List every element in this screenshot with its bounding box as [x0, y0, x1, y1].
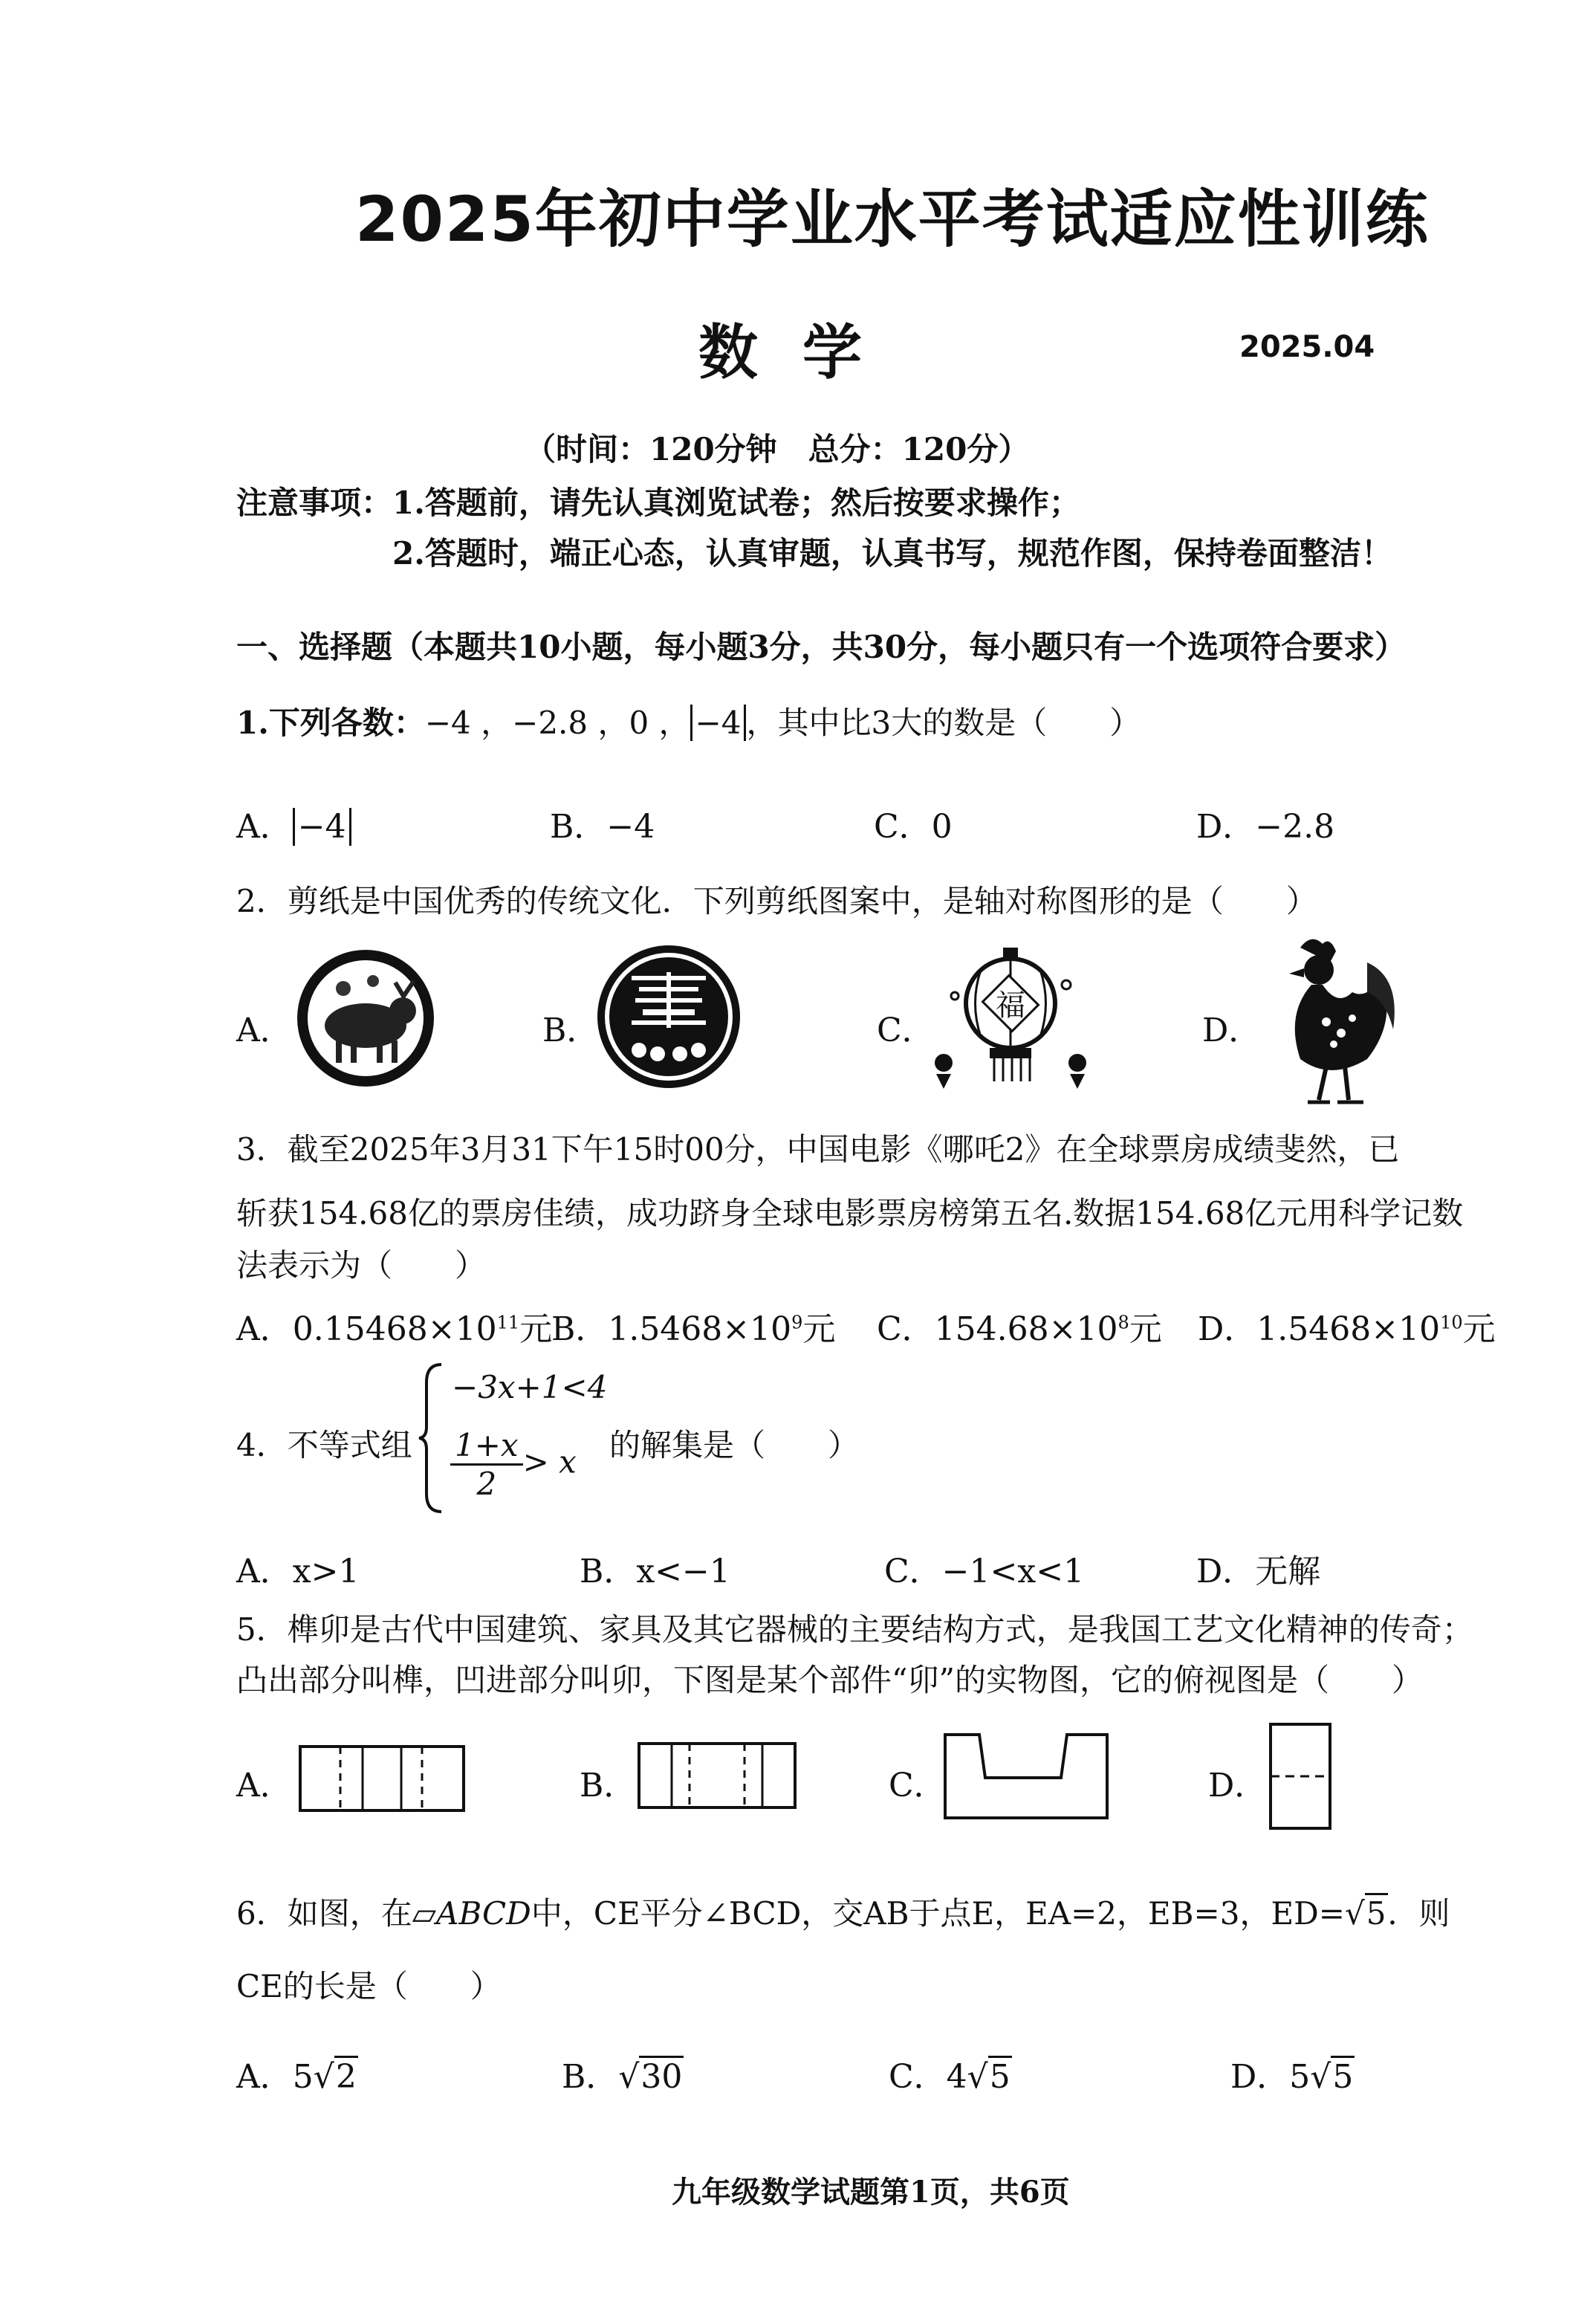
q1-option-b: B．−4 [550, 808, 655, 846]
q4-brace [416, 1360, 446, 1516]
q2-label-a: A． [236, 1012, 293, 1049]
q6-option-d-radicand: 5 [1331, 2056, 1355, 2096]
q3-option-a [236, 1302, 552, 1350]
q3-option-c [877, 1302, 1162, 1350]
q6-line-1-middle: 中，CE平分∠BCD，交AB于点E，EA=2，EB=3，ED= [531, 1895, 1345, 1932]
question-6-line-2: CE的长是（ ） [236, 1968, 502, 2004]
q3-option-b-unit: 元 [802, 1310, 836, 1348]
q3-option-b-exponent: 9 [791, 1312, 803, 1333]
papercut-rooster-image [1256, 933, 1404, 1111]
notice-item-2: 2.答题时，端正心态，认真审题，认真书写，规范作图，保持卷面整洁！ [392, 535, 1392, 572]
q4-suffix: 的解集是（ ） [609, 1427, 860, 1463]
q3-option-b-base: B．1.5468×10 [551, 1310, 792, 1348]
q1-option-c: C．0 [874, 808, 953, 846]
q6-option-a: A．5√2 [236, 2050, 358, 2097]
question-2-stem: 2．剪纸是中国优秀的传统文化．下列剪纸图案中，是轴对称图形的是（ ） [236, 883, 1317, 919]
q6-option-b-radicand: 30 [639, 2056, 684, 2096]
q5-option-c-figure [942, 1727, 1113, 1824]
q5-label-a: A． [236, 1767, 293, 1805]
question-5-line-2: 凸出部分叫榫，凹进部分叫卯，下图是某个部件“卯”的实物图，它的俯视图是（ ） [236, 1662, 1423, 1698]
q3-option-c-exponent: 8 [1117, 1312, 1129, 1333]
q2-label-c: C． [877, 1012, 935, 1049]
question-6-line-1: 6．如图，在▱ABCD中，CE平分∠BCD，交AB于点E，EA=2，EB=3，ED=√5．则 [236, 1889, 1450, 1934]
q5-label-d: D． [1208, 1767, 1268, 1805]
q6-ed-radicand: 5 [1365, 1893, 1388, 1932]
q1-option-a-label: A． [236, 808, 293, 846]
question-3-line-3: 法表示为（ ） [236, 1247, 487, 1284]
notice-item-1: 1.答题前，请先认真浏览试卷；然后按要求操作； [392, 485, 1080, 521]
q4-option-d: D．无解 [1196, 1553, 1321, 1590]
subject-title: 数学 [698, 318, 906, 387]
q6-parallelogram: ▱ABCD [412, 1895, 531, 1932]
q5-option-a-figure [297, 1744, 468, 1818]
section-heading: 一、选择题（本题共10小题，每小题3分，共30分，每小题只有一个选项符合要求） [236, 629, 1407, 665]
q3-option-c-unit: 元 [1129, 1310, 1162, 1348]
q3-option-d-base: D．1.5468×10 [1198, 1310, 1441, 1348]
question-5-line-1: 5．榫卯是古代中国建筑、家具及其它器械的主要结构方式，是我国工艺文化精神的传奇； [236, 1611, 1473, 1648]
q1-option-a [236, 800, 351, 847]
q4-fraction [450, 1427, 523, 1502]
q3-option-b [551, 1302, 835, 1350]
q4-fraction-numerator: 1+x [450, 1427, 523, 1466]
q5-option-b-figure [636, 1741, 799, 1815]
q4-fraction-denominator: 2 [476, 1466, 497, 1502]
q1-option-d: D．−2.8 [1196, 808, 1335, 846]
question-3-line-1: 3．截至2025年3月31下午15时00分，中国电影《哪吒2》在全球票房成绩斐然，已 [236, 1131, 1400, 1168]
q6-option-a-coeff: A．5 [236, 2058, 314, 2096]
q3-option-d-unit: 元 [1462, 1310, 1496, 1348]
exam-date: 2025.04 [1239, 330, 1375, 364]
exam-title: 2025年初中学业水平考试适应性训练 [355, 183, 1430, 256]
question-1-stem [236, 699, 1141, 743]
q4-inequality-2 [450, 1427, 577, 1502]
q5-option-d-figure [1268, 1721, 1334, 1833]
q6-option-d-coeff: D．5 [1230, 2058, 1311, 2096]
q3-option-c-base: C．154.68×10 [877, 1310, 1118, 1348]
q1-abs-value: −4 [690, 705, 747, 741]
page-footer: 九年级数学试题第1页，共6页 [672, 2175, 1070, 2210]
q6-option-c: C．4√5 [889, 2050, 1012, 2097]
q3-option-a-exponent: 11 [496, 1312, 520, 1333]
q6-line-1-end: ．则 [1387, 1895, 1450, 1932]
papercut-lantern-image [929, 944, 1092, 1093]
q3-option-d-exponent: 10 [1440, 1312, 1463, 1333]
q5-label-b: B． [580, 1767, 637, 1805]
papercut-double-happiness-image [594, 942, 743, 1091]
q5-label-c: C． [889, 1767, 947, 1805]
papercut-ox-image [291, 944, 440, 1093]
q1-prefix: 1.下列各数： [236, 705, 425, 741]
q2-label-d: D． [1202, 1012, 1262, 1049]
q1-option-a-value: −4 [293, 808, 351, 846]
q3-option-a-unit: 元 [519, 1310, 553, 1348]
notice-label: 注意事项： [236, 485, 393, 521]
q6-option-c-coeff: C．4 [889, 2058, 967, 2096]
q4-inequality-1-text: −3x+1<4 [452, 1369, 608, 1405]
q6-line-1-start: 6．如图，在 [236, 1895, 412, 1932]
q4-inequality-1 [452, 1369, 607, 1405]
q3-option-a-base: A．0.15468×10 [236, 1310, 497, 1348]
q4-option-a: A．x>1 [236, 1553, 360, 1590]
q6-option-c-radicand: 5 [988, 2056, 1012, 2096]
q6-option-a-radicand: 2 [334, 2056, 358, 2096]
q4-prefix: 4．不等式组 [236, 1427, 412, 1463]
q1-numbers: −4 ，−2.8 ，0 ， [424, 705, 690, 741]
q4-option-c: C．−1<x<1 [884, 1553, 1085, 1590]
q1-suffix: ，其中比3大的数是（ ） [746, 705, 1141, 741]
q6-option-b: B．√30 [562, 2050, 684, 2097]
q6-option-d: D．5√5 [1230, 2050, 1355, 2097]
question-3-line-2: 斩获154.68亿的票房佳绩，成功跻身全球电影票房榜第五名.数据154.68亿元用科学记数 [236, 1195, 1464, 1231]
q6-option-b-label: B． [562, 2058, 619, 2096]
q4-option-b: B．x<−1 [580, 1553, 730, 1590]
q2-label-b: B． [542, 1012, 600, 1049]
fu-character: 福 [996, 988, 1025, 1023]
q4-inequality-2-rhs: > x [522, 1443, 577, 1480]
time-info: （时间：120分钟 总分：120分） [525, 431, 1030, 467]
q3-option-d [1198, 1302, 1496, 1350]
